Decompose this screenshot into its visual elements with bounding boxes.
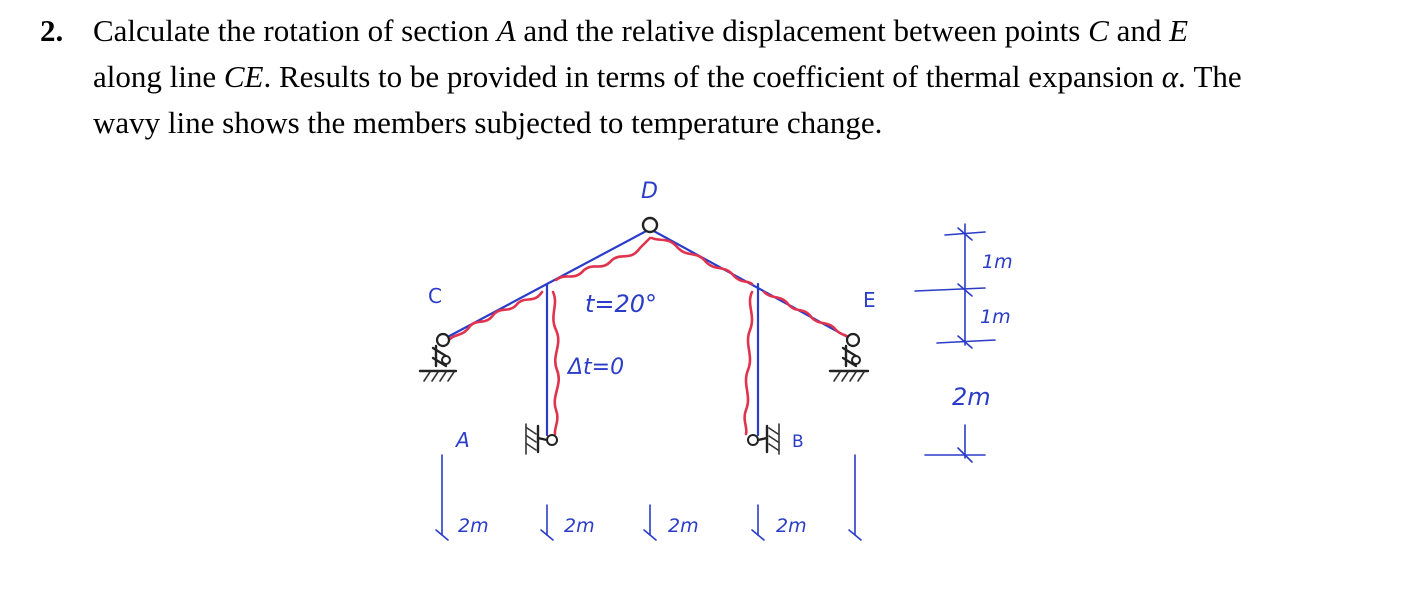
problem-number: 2. [40, 13, 64, 48]
dimension-label: 1m [982, 251, 1013, 273]
text-segment: and the relative displacement between points [515, 13, 1089, 48]
frame-members [442, 229, 853, 435]
wavy-line-column-B [745, 292, 752, 434]
wavy-line-left-rafter [447, 292, 542, 342]
temperature-label: t=20° [585, 290, 658, 318]
wavy-line-center-left [556, 238, 650, 280]
pin-A-icon [547, 435, 557, 445]
pin-E-icon [847, 334, 859, 346]
text-segment: wavy line shows the members subjected to temperature change. [93, 105, 883, 140]
label-B: B [792, 432, 804, 452]
support-E [830, 334, 868, 381]
label-E: E [863, 288, 876, 312]
symbol-CE: CE [223, 59, 264, 94]
symbol-A: A [496, 13, 516, 48]
hinge-D [643, 218, 657, 232]
text-segment: . Results to be provided in terms of the coefficient of thermal expansion [263, 59, 1162, 94]
dimension-label: 2m [564, 515, 595, 537]
symbol-C: C [1088, 13, 1109, 48]
text-segment: along line [93, 59, 224, 94]
label-C: C [428, 284, 442, 308]
text-segment: Calculate the rotation of section [93, 13, 497, 48]
pin-C-icon [437, 334, 449, 346]
support-C [420, 334, 456, 381]
label-A: A [456, 428, 470, 452]
wavy-line-column-A [553, 292, 559, 434]
symbol-E: E [1169, 13, 1189, 48]
symbol-alpha: α [1161, 59, 1178, 94]
label-D: D [641, 179, 658, 204]
temperature-difference-label: Δt=0 [568, 355, 625, 380]
support-A [526, 424, 557, 454]
text-segment: and [1108, 13, 1170, 48]
dimension-label: 1m [980, 306, 1011, 328]
wavy-line-center-right [652, 238, 752, 284]
pin-B-icon [748, 435, 758, 445]
dimension-label: 2m [776, 515, 807, 537]
text-segment: . The [1177, 59, 1242, 94]
hinge-D-icon [643, 218, 657, 232]
heated-members [447, 238, 849, 434]
dimension-label: 2m [668, 515, 699, 537]
support-B [748, 424, 779, 454]
dimension-label: 2m [952, 383, 991, 411]
dimension-label: 2m [458, 515, 489, 537]
